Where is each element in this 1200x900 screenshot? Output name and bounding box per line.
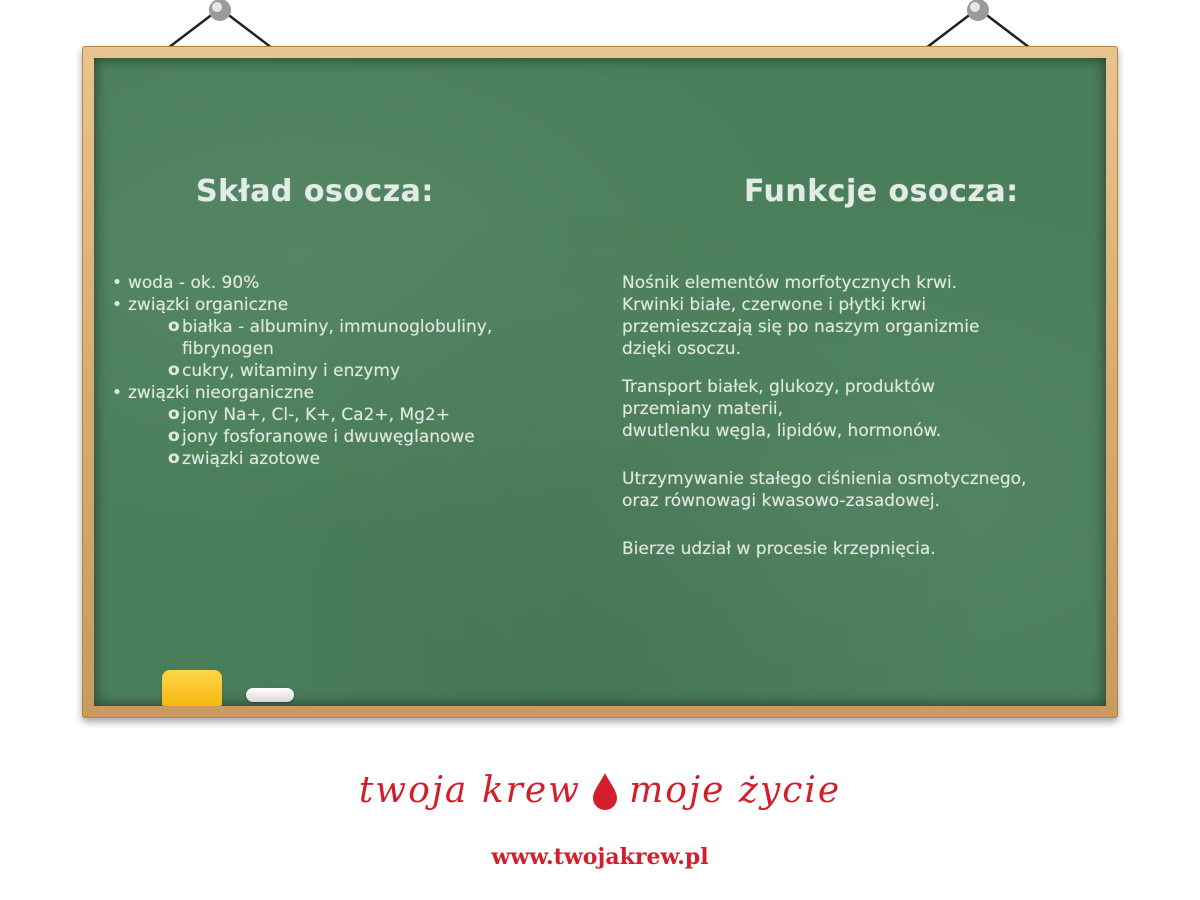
website-link[interactable]: www.twojakrew.pl: [491, 844, 709, 870]
function-paragraph: [622, 272, 1102, 360]
heading-composition: Skład osocza:: [196, 174, 434, 209]
function-line: przemieszczają się po naszym organizmie: [622, 317, 980, 337]
list-item: • woda - ok. 90%: [112, 272, 582, 294]
hanger-left-icon: [160, 0, 280, 50]
function-paragraph: [622, 538, 1102, 560]
sponge-eraser-icon: [162, 670, 222, 706]
function-line: oraz równowagi kwasowo-zasadowej.: [622, 491, 940, 511]
function-line: dzięki osoczu.: [622, 339, 741, 359]
list-subitem: o jony Na+, Cl-, K+, Ca2+, Mg2+: [112, 404, 582, 426]
brand-logo: [300, 770, 900, 826]
list-subitem: o związki azotowe: [112, 448, 582, 470]
function-line: Utrzymywanie stałego ciśnienia osmotycznego,: [622, 469, 1027, 489]
function-line: Bierze udział w procesie krzepnięcia.: [622, 539, 936, 559]
chalkboard-frame: [82, 46, 1118, 718]
list-subitem: o jony fosforanowe i dwuwęglanowe: [112, 426, 582, 448]
heading-functions: Funkcje osocza:: [744, 174, 1019, 209]
composition-list: [112, 272, 582, 470]
function-line: Nośnik elementów morfotycznych krwi.: [622, 273, 958, 293]
chalkboard: [94, 58, 1106, 706]
function-line: Transport białek, glukozy, produktów: [622, 377, 935, 397]
function-line: przemiany materii,: [622, 399, 784, 419]
list-subitem: o białka - albuminy, immunoglobuliny,: [112, 316, 582, 338]
function-line: Krwinki białe, czerwone i płytki krwi: [622, 295, 927, 315]
chalk-stick-icon: [246, 688, 294, 702]
function-paragraph: [622, 468, 1102, 512]
logo-text-left: twoja krew: [358, 770, 581, 811]
hanger-right-icon: [918, 0, 1038, 50]
list-subitem-continuation: fibrynogen: [182, 339, 274, 359]
list-item: • związki nieorganiczne: [112, 382, 582, 404]
function-paragraph: [622, 376, 1102, 442]
list-subitem: o cukry, witaminy i enzymy: [112, 360, 582, 382]
logo-text-right: moje życie: [629, 770, 842, 811]
list-item: • związki organiczne: [112, 294, 582, 316]
blood-drop-icon: [588, 771, 622, 811]
function-line: dwutlenku węgla, lipidów, hormonów.: [622, 421, 942, 441]
